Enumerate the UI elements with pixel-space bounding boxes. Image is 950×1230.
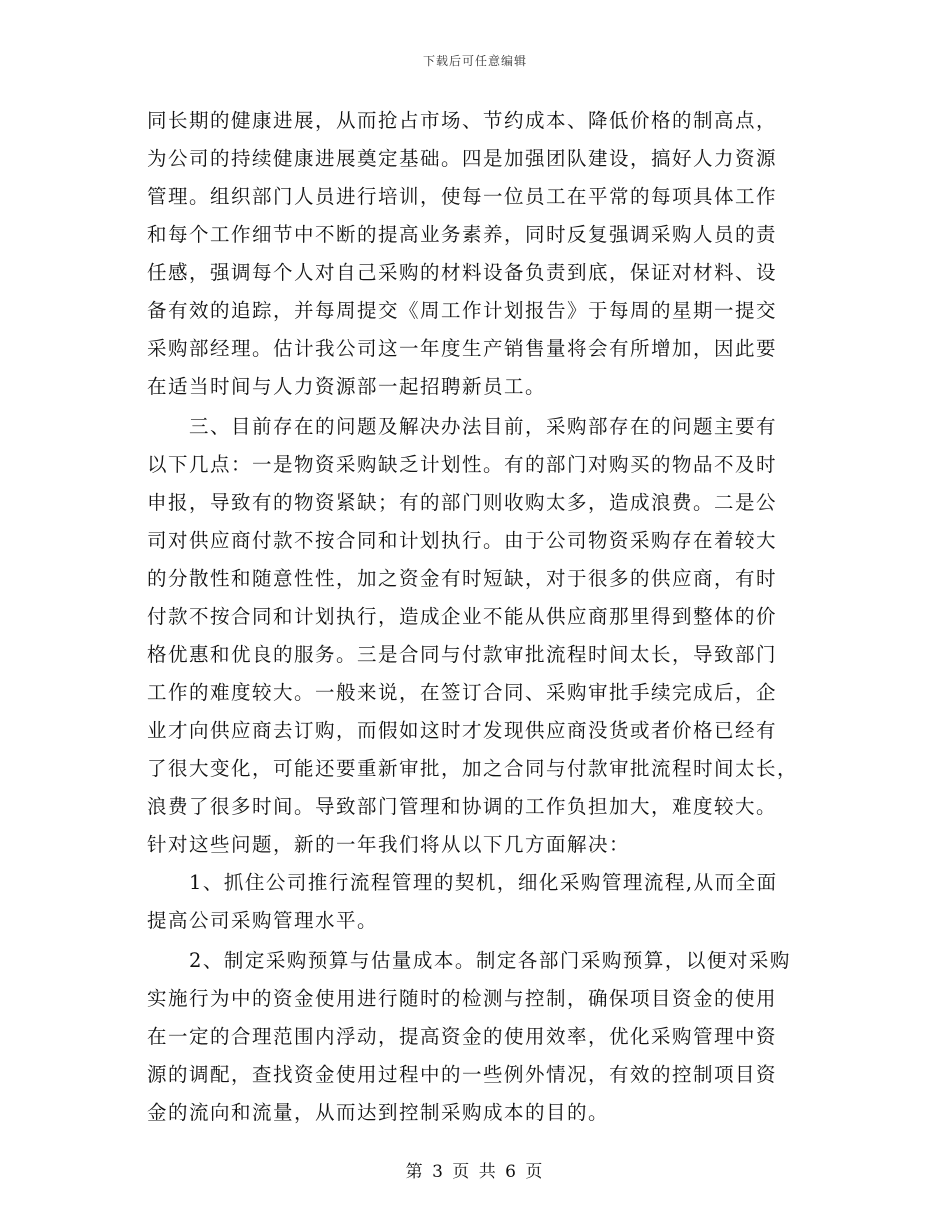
text-line: 1、抓住公司推行流程管理的契机，细化采购管理流程,从而全面 xyxy=(147,871,778,894)
paragraph xyxy=(147,864,807,940)
text-line: 格优惠和优良的服务。三是合同与付款审批流程时间太长，导致部门 xyxy=(147,643,778,666)
page-header: 下载后可任意编辑 xyxy=(422,54,527,68)
text-line: 源的调配，查找资金使用过程中的一些例外情况，有效的控制项目资 xyxy=(147,1063,778,1086)
text-line: 在适当时间与人力资源部一起招聘新员工。 xyxy=(147,375,547,398)
text-line: 为公司的持续健康进展奠定基础。四是加强团队建设，搞好人力资源 xyxy=(147,147,778,170)
text-line: 的分散性和随意性性，加之资金有时短缺，对于很多的供应商，有时 xyxy=(147,567,778,590)
paragraph xyxy=(147,102,807,406)
text-line: 和每个工作细节中不断的提高业务素养，同时反复强调采购人员的责 xyxy=(147,223,778,246)
text-line: 采购部经理。估计我公司这一年度生产销售量将会有所增加，因此要 xyxy=(147,337,778,360)
text-line: 在一定的合理范围内浮动，提高资金的使用效率，优化采购管理中资 xyxy=(147,1025,778,1048)
text-line: 提高公司采购管理水平。 xyxy=(147,909,379,932)
page-number: 第 3 页 共 6 页 xyxy=(405,1162,545,1182)
text-line: 管理。组织部门人员进行培训，使每一位员工在平常的每项具体工作 xyxy=(147,185,778,208)
document-body xyxy=(147,102,807,1132)
text-line: 金的流向和流量，从而达到控制采购成本的目的。 xyxy=(147,1101,610,1124)
text-line: 2、制定采购预算与估量成本。制定各部门采购预算，以便对采购 xyxy=(147,949,791,972)
text-line: 以下几点：一是物资采购缺乏计划性。有的部门对购买的物品不及时 xyxy=(147,453,778,476)
text-line: 三、目前存在的问题及解决办法目前，采购部存在的问题主要有 xyxy=(147,415,778,438)
text-line: 同长期的健康进展，从而抢占市场、节约成本、降低价格的制高点， xyxy=(147,109,778,132)
text-line: 浪费了很多时间。导致部门管理和协调的工作负担加大，难度较大。 xyxy=(147,795,778,818)
text-line: 备有效的追踪，并每周提交《周工作计划报告》于每周的星期一提交 xyxy=(147,299,778,322)
text-line: 任感，强调每个人对自己采购的材料设备负责到底，保证对材料、设 xyxy=(147,261,778,284)
text-line: 业才向供应商去订购，而假如这时才发现供应商没货或者价格已经有 xyxy=(147,719,778,742)
text-line: 针对这些问题，新的一年我们将从以下几方面解决： xyxy=(147,833,631,856)
text-line: 司对供应商付款不按合同和计划执行。由于公司物资采购存在着较大 xyxy=(147,529,778,552)
paragraph xyxy=(147,408,807,864)
text-line: 工作的难度较大。一般来说，在签订合同、采购审批手续完成后，企 xyxy=(147,681,778,704)
text-line: 申报，导致有的物资紧缺；有的部门则收购太多，造成浪费。二是公 xyxy=(147,491,778,514)
text-line: 实施行为中的资金使用进行随时的检测与控制，确保项目资金的使用 xyxy=(147,987,778,1010)
text-line: 了很大变化，可能还要重新审批，加之合同与付款审批流程时间太长， xyxy=(147,757,799,780)
paragraph xyxy=(147,942,807,1132)
text-line: 付款不按合同和计划执行，造成企业不能从供应商那里得到整体的价 xyxy=(147,605,778,628)
